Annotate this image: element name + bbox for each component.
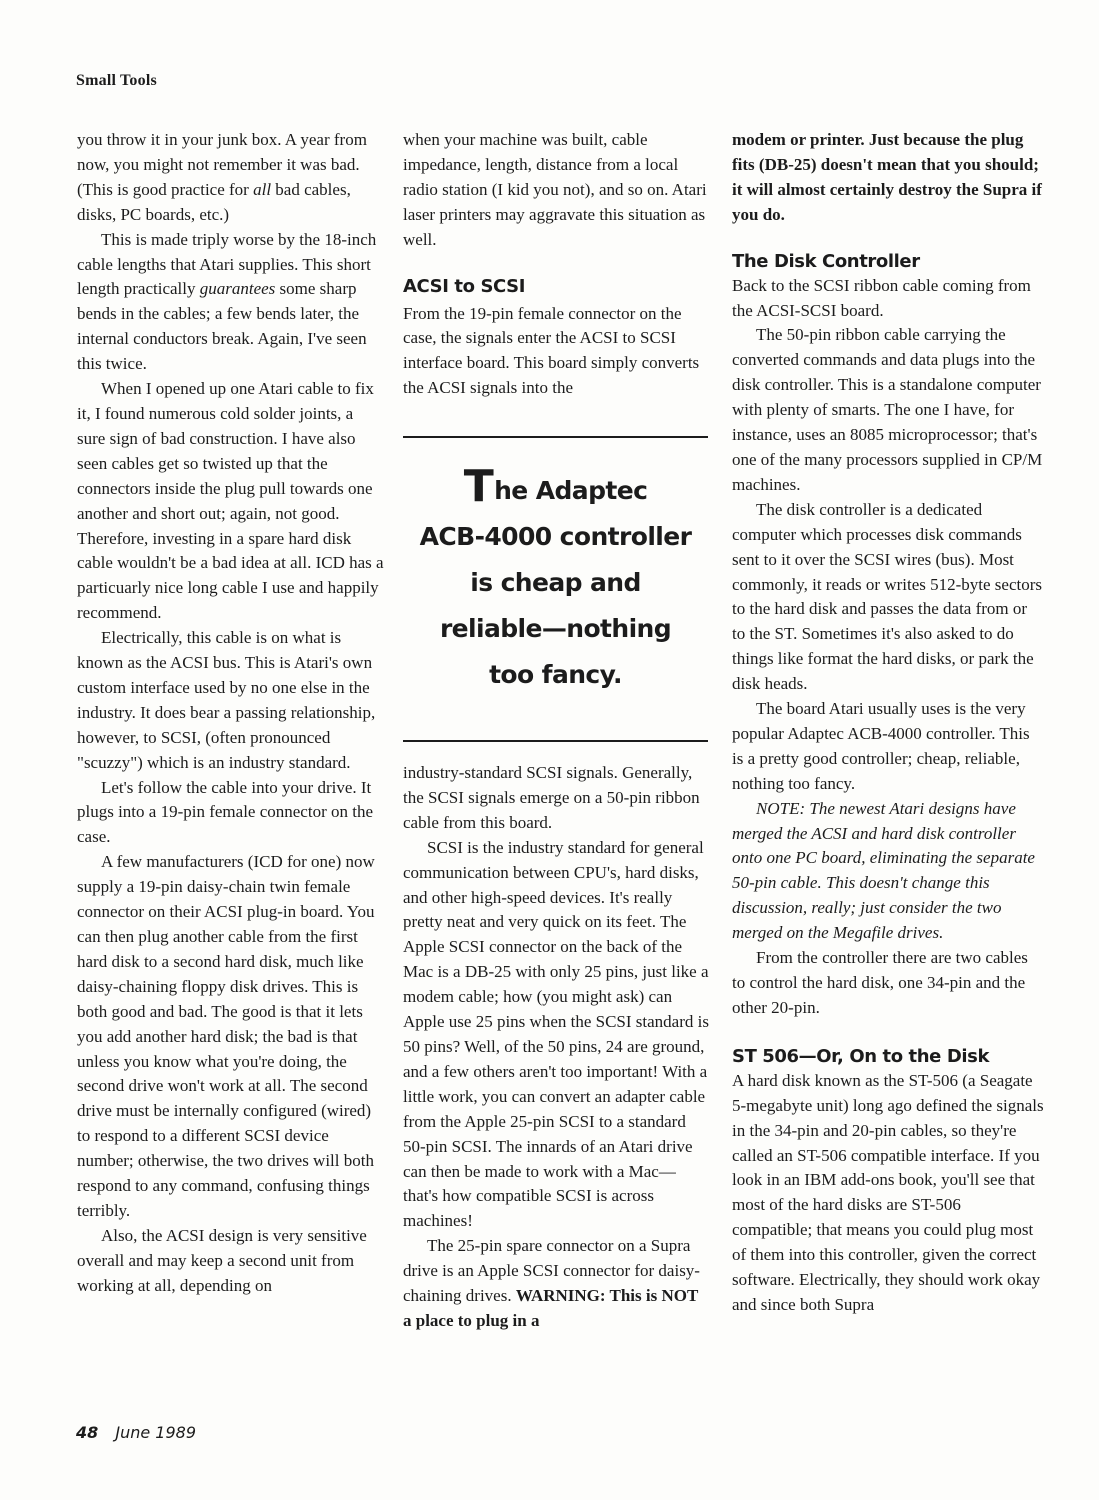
paragraph: Let's follow the cable into your drive. It plugs into a 19-pin female connector on the case.: [77, 777, 373, 847]
subheading-acsi-to-scsi: ACSI to SCSI: [403, 275, 526, 297]
paragraph: From the controller there are two cables to control the hard disk, one 34-pin and the other 20-pin.: [732, 948, 1028, 1017]
paragraph: The disk controller is a dedicated computer which processes disk commands sent to it over the SCSI wires (bus). Most commonly, it reads or writes 512-byte sectors to the hard disk and passes the data from or to the ST. Sometimes it's also asked to do things like format the hard disks, or park the disk heads.: [732, 499, 1043, 694]
paragraph: The 25-pin spare connector on a Supra drive is an Apple SCSI connector for daisy-chaining drives. WARNING: This is NOT a place to plug in a: [403, 1236, 700, 1330]
paragraph: SCSI is the industry standard for general communication between CPU's, hard disks, and other high-speed devices. It's really pretty neat and very quick on its feet. The Apple SCSI connector on the back of the Mac is a DB-25 with only 25 pins, just like a modem cable; how (you might ask) can Apple use 25 pins when the SCSI standard is 50 pins? Well, of the 50 pins, 24 are ground, and a few others aren't too important! With a little work, you can convert an adapter cable from the Apple 25-pin SCSI to a standard 50-pin SCSI. The innards of an Atari drive can then be made to work with a Mac—that's how compatible SCSI is across machines!: [403, 837, 709, 1231]
paragraph: The board Atari usually uses is the very popular Adaptec ACB-4000 controller. This is a pretty good controller; cheap, reliable, nothing too fancy.: [732, 699, 1030, 793]
paragraph: Also, the ACSI design is very sensitive overall and may keep a second unit from working at all, depending on: [77, 1225, 367, 1295]
paragraph: From the 19-pin female connector on the case, the signals enter the ACSI to SCSI interface board. This board simply converts the ACSI signals into the: [403, 303, 700, 398]
running-header: Small Tools: [76, 72, 157, 89]
note-paragraph: NOTE: The newest Atari designs have merged the ACSI and hard disk controller onto one PC board, eliminating the separate 50-pin cable. This doesn't change this discussion, really; just consider the two merged on the Megafile drives.: [732, 798, 1035, 943]
paragraph: The 50-pin ribbon cable carrying the converted commands and data plugs into the disk controller. This is a standalone computer with plenty of smarts. The one I have, for instance, uses an 8085 microprocessor; that's one of the many processors supplied in CP/M machines.: [732, 325, 1043, 494]
paragraph: When I opened up one Atari cable to fix it, I found numerous cold solder joints, a sure sign of bad construction. I have also seen cables get so twisted up that the connectors inside the plug pull towards one another and short out; again, not good. Therefore, investing in a spare hard disk cable wouldn't be a bad idea at all. ICD has a particuarly nice long cable I use and happily recommend.: [77, 379, 384, 623]
paragraph: A hard disk known as the ST-506 (a Seagate 5-megabyte unit) long ago defined the signals in the 34-pin and 20-pin cables, so they're called an ST-506 compatible interface. If you look in an IBM add-ons book, you'll see that most of the hard disks are ST-506 compatible; that means you could plug most of them into this controller, given the correct software. Electrically, they should work okay and since both Supra: [732, 1070, 1044, 1314]
column-2-bottom: [403, 761, 710, 1334]
paragraph: you throw it in your junk box. A year from now, you might not remember it was bad. (This is good practice for all bad cables, disks, PC boards, etc.): [77, 130, 367, 224]
column-1: [77, 128, 384, 1299]
pull-quote-line: The Adaptec: [463, 461, 648, 512]
column-3: [732, 128, 1044, 1318]
page-footer: [76, 1423, 196, 1442]
page-number: 48: [76, 1423, 99, 1442]
pull-quote-line: reliable—nothing: [439, 614, 672, 643]
warning-text: WARNING: This is NOT a place to plug in a: [403, 1286, 699, 1330]
pull-quote-line: ACB-4000 controller: [419, 522, 692, 551]
paragraph: This is made triply worse by the 18-inch cable lengths that Atari supplies. This short length practically guarantees some sharp bends in the cables; a few bends later, the internal conductors break. Again, I've seen this twice.: [77, 229, 377, 374]
issue-date: June 1989: [115, 1423, 197, 1442]
paragraph: A few manufacturers (ICD for one) now supply a 19-pin daisy-chain twin female connector on their ACSI plug-in board. You can then plug another cable from the first hard disk to a second hard disk, much like daisy-chaining floppy disk drives. This is both good and bad. The good is that it lets you add another hard disk; the bad is that unless you know what you're doing, the second drive won't work at all. The second drive must be internally configured (wired) to respond to a different SCSI device number; otherwise, the two drives will both respond to any command, confusing things terribly.: [77, 852, 375, 1220]
paragraph: when your machine was built, cable impedance, length, distance from a local radio station (I kid you not), and so on. Atari laser printers may aggravate this situation as well.: [403, 130, 707, 249]
paragraph: industry-standard SCSI signals. Generally, the SCSI signals emerge on a 50-pin ribbon cable from this board.: [403, 763, 700, 832]
warning-text: modem or printer. Just because the plug fits (DB-25) doesn't mean that you should; it will almost certainly destroy the Supra if you do.: [732, 130, 1042, 224]
subheading-st-506: ST 506—Or, On to the Disk: [732, 1045, 990, 1067]
pull-quote: [403, 436, 708, 742]
subheading-disk-controller: The Disk Controller: [732, 250, 920, 272]
pull-quote-line: is cheap and: [470, 568, 641, 597]
paragraph: Back to the SCSI ribbon cable coming from the ACSI-SCSI board.: [732, 275, 1031, 320]
paragraph: Electrically, this cable is on what is known as the ACSI bus. This is Atari's own custom interface used by no one else in the industry. It does bear a passing relationship, however, to SCSI, (often pronounced "scuzzy") which is an industry standard.: [77, 628, 376, 772]
column-2-top: [403, 128, 710, 401]
pull-quote-line: too fancy.: [489, 660, 622, 689]
